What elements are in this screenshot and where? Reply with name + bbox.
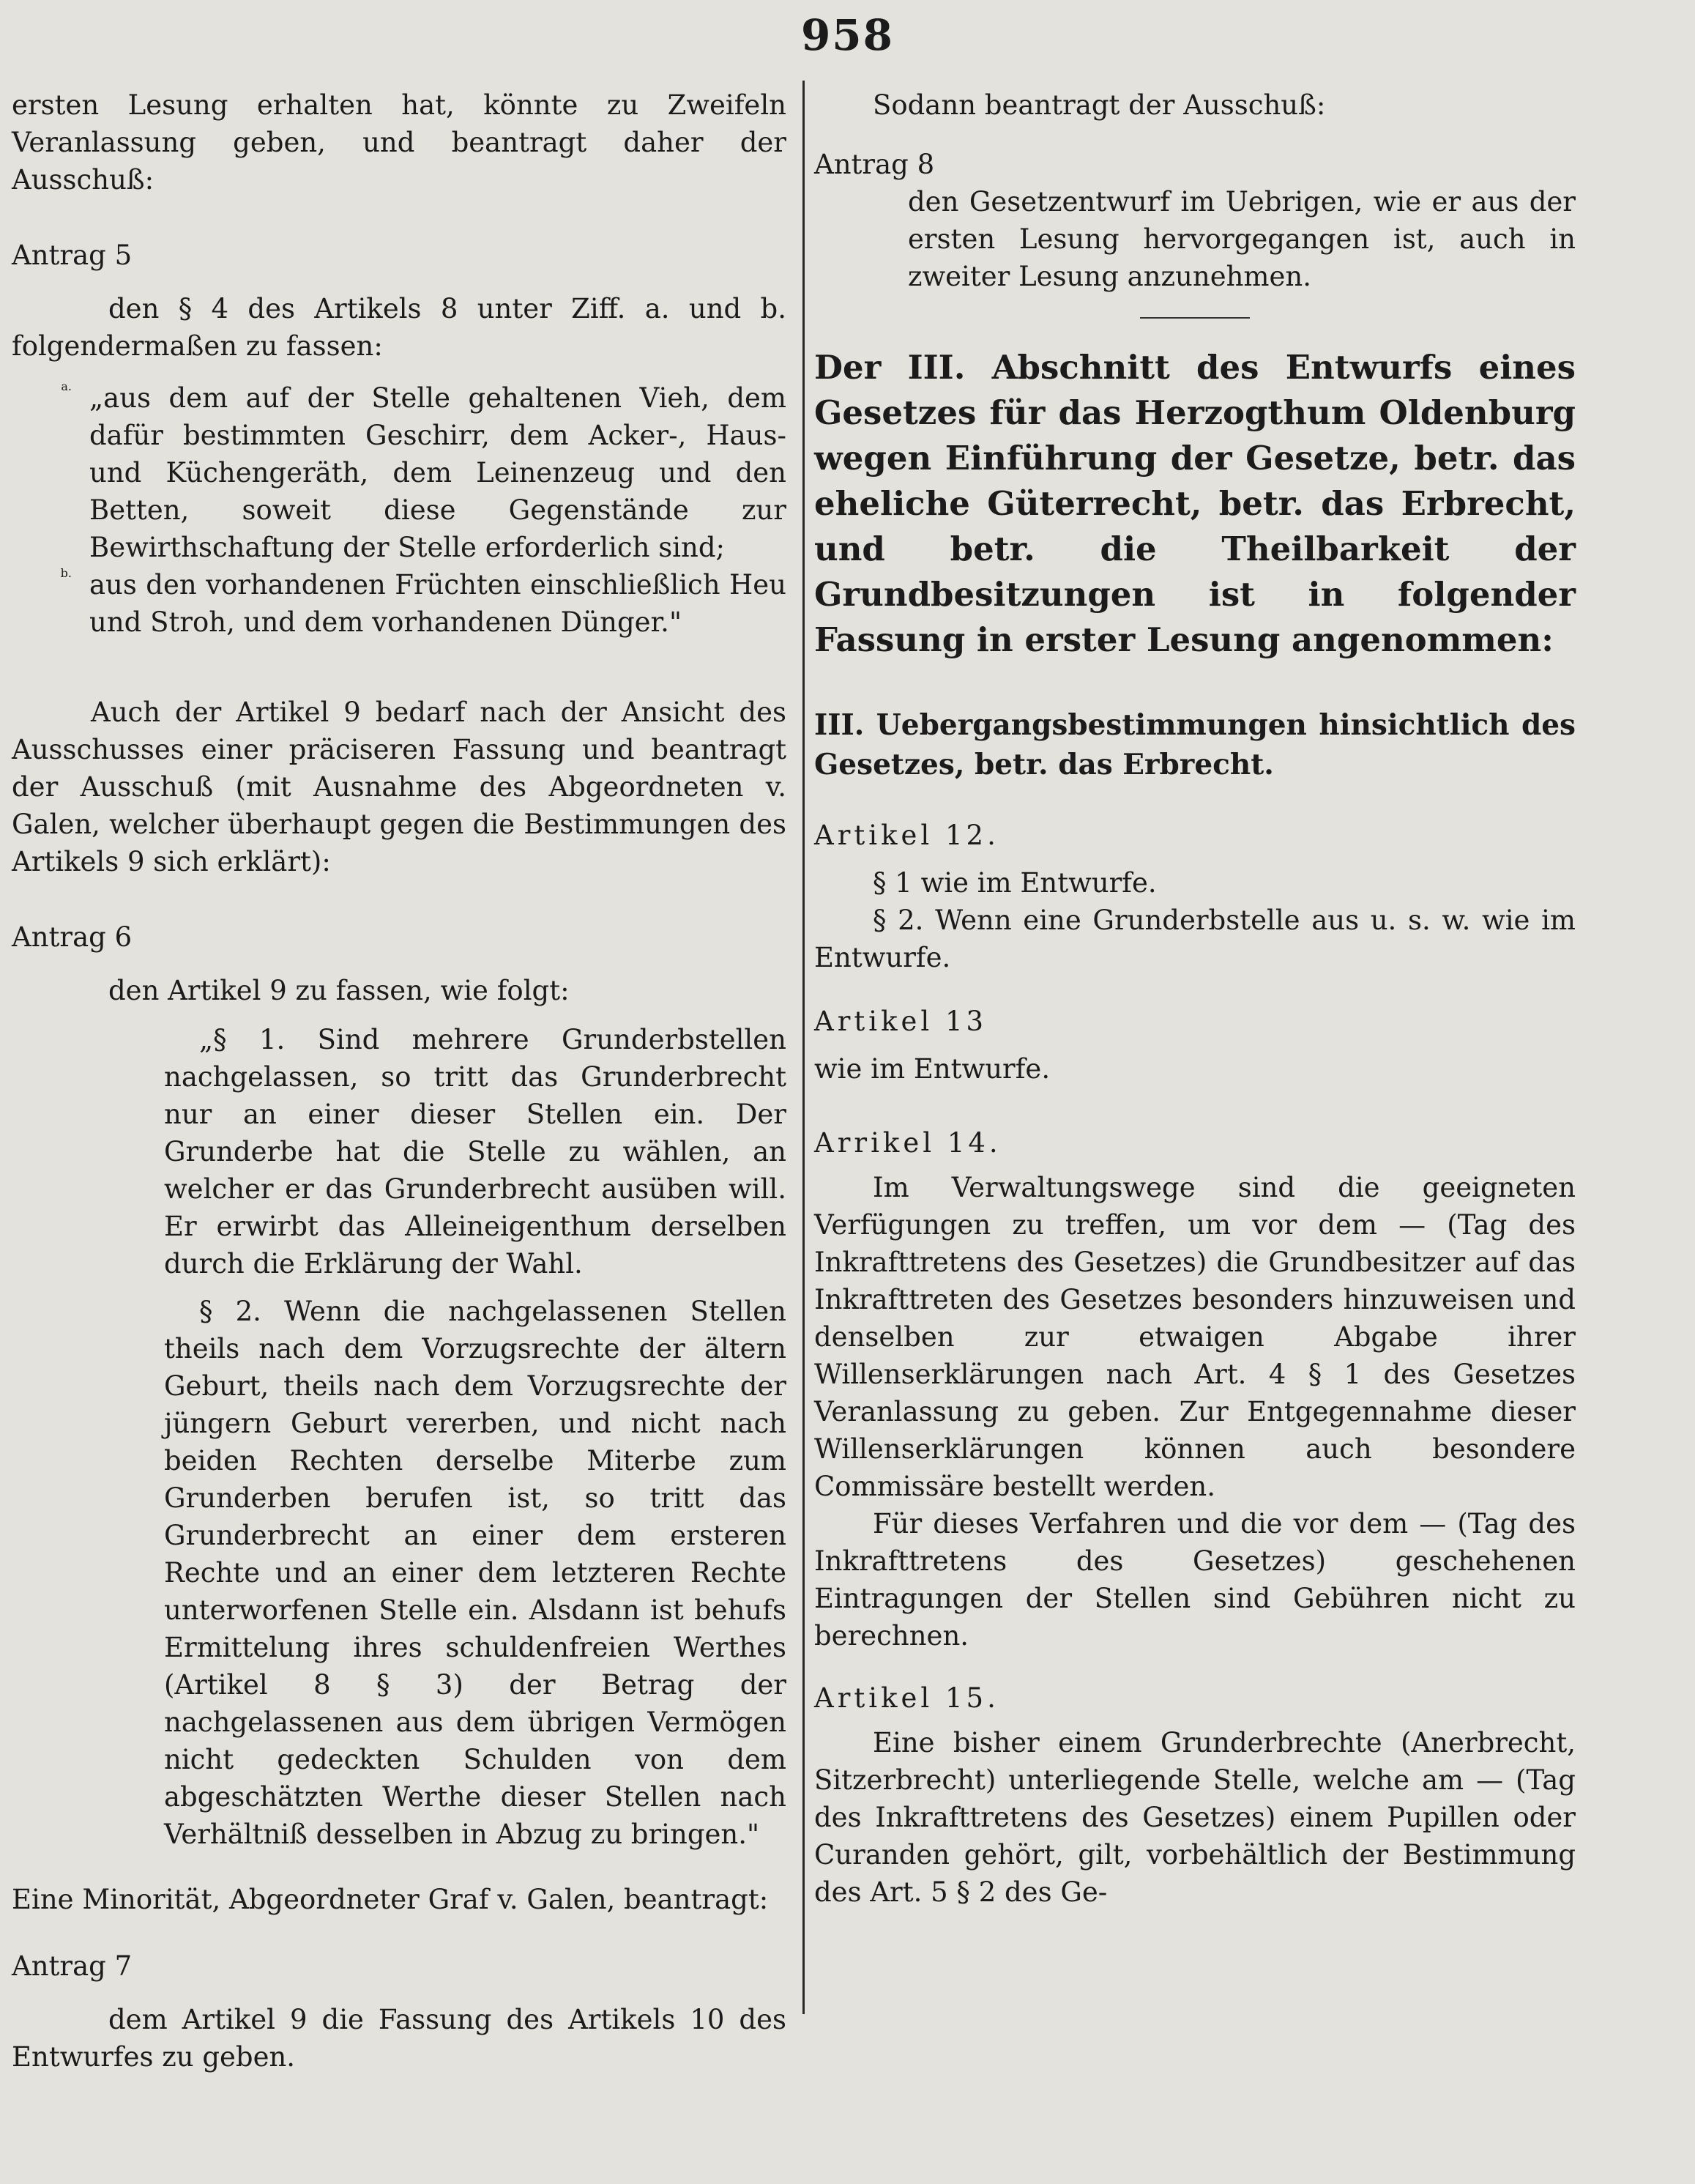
artikel-12-p1: § 1 wie im Entwurfe. [873, 867, 1157, 899]
item-b-text: aus den vorhandenen Früchten einschließlich Heu und Stroh, und dem vorhandenen Dünger." [89, 569, 786, 638]
antrag-5-item-b [12, 566, 786, 641]
artikel-14-p2: Für dieses Verfahren und die vor dem — (Tag des Inkrafttretens des Gesetzes) geschehenen Eintragungen der Stellen sind Gebühren nicht zu berechnen. [814, 1508, 1576, 1652]
minority-statement: Eine Minorität, Abgeordneter Graf v. Galen, beantragt: [12, 1884, 769, 1915]
section-big-heading [814, 345, 1576, 663]
artikel-12-title: Artikel 12. [814, 820, 999, 851]
abschnitt-heading: Der III. Abschnitt des Entwurfs eines Gesetzes für das Herzogthum Oldenburg wegen Einführung der Gesetze, betr. das eheliche Güterrecht, betr. das Erbrecht, und betr. die Theilbarkeit der Grundbesitzungen ist in folgender Fassung in erster Lesung angenommen: [814, 348, 1576, 659]
item-a-label: a. [61, 379, 72, 393]
antrag-6-paragraph-1: „§ 1. Sind mehrere Grunderbstellen nachgelassen, so tritt das Grunderbrecht nur an einer dieser Stellen ein. Der Grunderbe hat die Stelle zu wählen, an welcher er das Grunderbrecht ausüben will. Er erwirbt das Alleineigenthum derselben durch die Erklärung der Wahl. [164, 1024, 786, 1279]
antrag-8-title: Antrag 8 [814, 149, 935, 180]
antrag-6-quote [12, 1021, 786, 1853]
antrag-5-text: den § 4 des Artikels 8 unter Ziff. a. und b. folgendermaßen zu fassen: [12, 293, 786, 362]
antrag-6-paragraph-2: § 2. Wenn die nachgelassenen Stellen theils nach dem Vorzugsrechte der ältern Geburt, theils nach dem Vorzugsrechte der jüngern Geburt vererben, und nicht nach beiden Rechten derselbe Miterbe zum Grunderben berufen ist, so tritt das Grunderbrecht an einer dem ersteren Rechte und an einer dem letzteren Rechte unterworfenen Stelle ein. Alsdann ist behufs Ermittelung ihres schuldenfreien Werthes (Artikel 8 § 3) der Betrag der nachgelassenen aus dem übrigen Vermögen nicht gedeckten Schulden von dem abgeschätzten Werthe dieser Stellen nach Verhältniß desselben in Abzug zu bringen." [164, 1296, 786, 1850]
artikel-15-p1: Eine bisher einem Grunderbrechte (Anerbrecht, Sitzerbrecht) unterliegende Stelle, welche am — (Tag des Inkrafttretens des Gesetzes) einem Pupillen oder Curanden gehört, gilt, vorbehältlich der Bestimmung des Art. 5 § 2 des Ge- [814, 1727, 1576, 1908]
antrag-5-title: Antrag 5 [12, 239, 133, 271]
antrag-8-text: den Gesetzentwurf im Uebrigen, wie er aus der ersten Lesung hervorgegangen ist, auch in zweiter Lesung anzunehmen. [908, 186, 1576, 292]
item-b-label: b. [60, 566, 72, 580]
antrag-5-item-a [12, 379, 786, 566]
antrag-8-body [814, 183, 1576, 295]
artikel-14-title: Arrikel 14. [814, 1127, 1002, 1159]
right-column [814, 86, 1576, 1911]
page-number: 958 [800, 10, 895, 60]
uebergang-heading: III. Uebergangsbestimmungen hinsichtlich des Gesetzes, betr. das Erbrecht. [814, 708, 1576, 781]
right-intro: Sodann beantragt der Ausschuß: [873, 89, 1326, 121]
artikel-13-title: Artikel 13 [814, 1006, 988, 1037]
left-intro: ersten Lesung erhalten hat, könnte zu Zweifeln Veranlassung geben, und beantragt daher der Ausschuß: [12, 89, 786, 196]
antrag-7-text: dem Artikel 9 die Fassung des Artikels 10 des Entwurfes zu geben. [12, 2004, 786, 2073]
artikel-13-p1: wie im Entwurfe. [814, 1053, 1051, 1085]
antrag-6-text: den Artikel 9 zu fassen, wie folgt: [108, 975, 570, 1006]
antrag-7-title: Antrag 7 [12, 1950, 133, 1982]
artikel-15-title: Artikel 15. [814, 1682, 999, 1714]
antrag-6-title: Antrag 6 [12, 921, 133, 953]
artikel-9-intro: Auch der Artikel 9 bedarf nach der Ansicht des Ausschusses einer präciseren Fassung und beantragt der Ausschuß (mit Ausnahme des Abgeordneten v. Galen, welcher überhaupt gegen die Bestimmungen des Artikels 9 sich erklärt): [12, 697, 786, 877]
artikel-12-p2: § 2. Wenn eine Grunderbstelle aus u. s. w. wie im Entwurfe. [814, 905, 1576, 973]
artikel-14-p1: Im Verwaltungswege sind die geeigneten Verfügungen zu treffen, um vor dem — (Tag des Inkrafttretens des Gesetzes) die Grundbesitzer auf das Inkrafttreten des Gesetzes besonders hinzuweisen und denselben zur etwaigen Abgabe ihrer Willenserklärungen nach Art. 4 § 1 des Gesetzes Veranlassung zu geben. Zur Entgegennahme dieser Willenserklärungen können auch besondere Commissäre bestellt werden. [814, 1172, 1576, 1502]
left-column [12, 86, 786, 2076]
item-a-text: „aus dem auf der Stelle gehaltenen Vieh, dem dafür bestimmten Geschirr, dem Acker-, Haus- und Küchengeräth, dem Leinenzeug und den Betten, soweit diese Gegenstände zur Bewirthschaftung der Stelle erforderlich sind; [89, 382, 786, 563]
column-divider [802, 81, 805, 2014]
